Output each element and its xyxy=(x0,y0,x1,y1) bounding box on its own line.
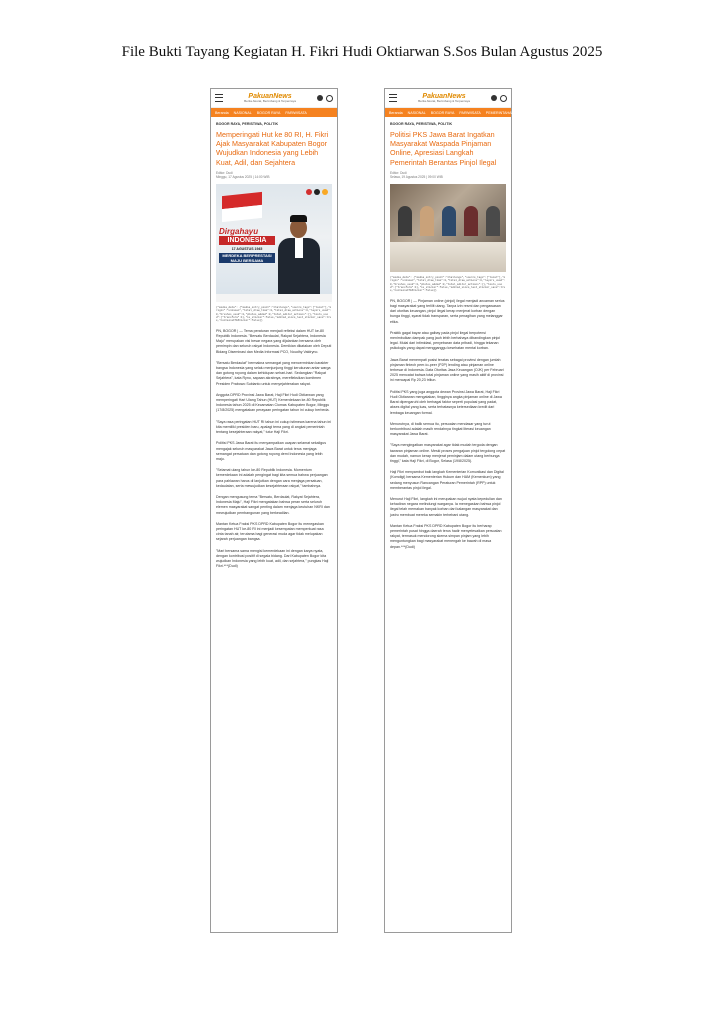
article-paragraph: Menurut Haji Fikri, langkah ini merupakan wujud nyata kepedulian dan kehadiran negara melindungi warganya. Ia menegaskan bahwa pinjol ilegal telah memakan banyak korban dari kalangan masyarakat dan justru membuat mereka semakin terbebani utang. xyxy=(390,496,502,517)
article-paragraph: Menurutnya, di balik semua itu, persoalan mendasar yang turut berkontribusi adalah masih rendahnya tingkat literasi keuangan masyarakat Jawa Barat. xyxy=(390,421,491,437)
article-paragraph: Mantan Ketua Fraksi PKS DPRD Kabupaten Bogor itu menegaskan peringatan HUT ke-80 RI ini menjadi kesempatan memperkuat rasa cinta tanah air, terutama bagi generasi muda agar tidak melupakan sejarah perjuangan bangsa. xyxy=(216,521,324,542)
person-figure xyxy=(278,218,320,296)
poster-dirgahayu: Dirgahayu xyxy=(219,226,259,236)
screenshot-article-1 xyxy=(210,88,338,933)
article-image xyxy=(216,184,332,302)
guest-figure xyxy=(442,206,456,236)
article-date: Minggu, 17 Agustus 2025 | 14:00 WIB xyxy=(216,175,270,180)
article-body xyxy=(390,299,506,550)
nav-bar xyxy=(211,108,337,117)
article-paragraph: "Mari bersama sama mengisi kemerdekaan ini dengan karya nyata, dengan kontribusi positif di segala bidang. Dari Kabupaten Bogor kita wujudkan Indonesia yang lebih kuat, adil, dan sejahtera," pungkas Haji Fikri.***(Dudi) xyxy=(216,548,329,569)
poster-theme: MERDEKA BERPRESTASI MAJU BERSAMA xyxy=(219,253,275,263)
article-headline: Politisi PKS Jawa Barat Ingatkan Masyarakat Waspada Pinjaman Online, Apresiasi Langkah Pemerintah Berantas Pinjol Ilegal xyxy=(390,130,497,167)
meeting-table xyxy=(390,242,506,272)
site-logo[interactable]: PakuanNews Berita Akurat, Berimbang & Terpercaya xyxy=(418,93,470,103)
article-category[interactable]: BOGOR RAYA, PERISTIWA, POLITIK xyxy=(390,122,453,126)
article-paragraph: Dengan mengusung tema "Bersatu, Berdaulat, Rakyat Sejahtera, Indonesia Maju", Haji Fikri mengatakan bahwa peran serta seluruh elemen masyarakat sangat penting dalam menjaga keutuhan NKRI dan mewujudkan pembangunan yang berkeadilan. xyxy=(216,494,330,515)
article-paragraph: Jawa Barat menempati posisi teratas sebagai provinsi dengan jumlah pinjaman fintech peer-to-peer (P2P) lending atau pinjaman online terbesar di Indonesia. Data Otoritas Jasa Keuangan (OJK) per Februari 2025 mencatat bahwa total pinjaman online yang masih aktif di provinsi ini mencapai Rp 20,23 triliun. xyxy=(390,357,504,383)
article-paragraph: PN, BOGOR | — Tema peraturan menjadi refleksi dalam HUT ke-80 Republik Indonesia. "Bersatu Berdaulat, Rakyat Sejahtera, Indonesia Maju" merupakan visi besar negara yang dijalankan bersama oleh pemimpin dan seluruh rakyat Indonesia. Demikian dikatakan oleh Deputi Bidang Diseminasi dan Media Informasi PCO, Noudhy Valdryno. xyxy=(216,328,332,354)
guest-figure xyxy=(486,206,500,236)
article-body xyxy=(216,329,332,570)
nav-item[interactable]: BOGOR RAYA xyxy=(256,110,281,115)
screenshot-article-2 xyxy=(384,88,515,933)
nav-item[interactable]: NASIONAL xyxy=(407,110,426,115)
nav-item[interactable]: Beranda xyxy=(389,110,403,115)
nav-item[interactable]: PARIWISATA xyxy=(459,110,481,115)
media-data-code: {"media_data": {"media_entry_point":"challenge","source_tags":["local"],"origin":"unknown","total_draw_time":0,"total_draw_actions":0,"layers_used":0,"brushes_used":0,"photos_added":0,"total_editor_actions":{},"tools_used":{"transform":1},"is_sticker":false,"edited_since_last_sticker_save":true,"containsFTESticker":false}} xyxy=(216,305,332,323)
site-logo[interactable]: PakuanNews Berita Akurat, Berimbang & Terpercaya xyxy=(244,93,296,103)
article-paragraph: "Saya mengingatkan masyarakat agar tidak mudah tergoda dengan tawaran pinjaman online. Meski proses pengajuan pinjol tergolong cepat dan mudah, namun kerap menjerat peminjam dalam utang berbunga tinggi," kata Haji Fikri, di Bogor, Selasa (19/8/2025). xyxy=(390,443,506,463)
article-author: Editor: Dudi xyxy=(390,170,407,175)
article-paragraph: Praktik gagal bayar atau galbay pada pinjol ilegal berpotensi menimbulkan dampak yang jauh lebih berbahaya dibandingkan pinjol legal. Mulai dari intimidasi, penyebaran data pribadi, hingga tekanan psikologis yang dapat mengganggu kesehatan mental korban. xyxy=(390,330,501,351)
article-paragraph: Politisi PKS yang juga anggota dewan Provinsi Jawa Barat, Haji Fikri Hudi Oktiarwan mengatakan, tingginya angka pinjaman online di Jawa Barat dipengaruhi oleh berbagai faktor seperti populasi yang padat, akses digital yang luas, serta terbatasnya ketersediaan kredit dari lembaga keuangan formal. xyxy=(390,389,502,415)
menu-icon[interactable] xyxy=(389,94,397,102)
article-date: Selasa, 19 Agustus 2025 | 09:00 WIB xyxy=(390,175,443,180)
nav-item[interactable]: NASIONAL xyxy=(233,110,252,115)
nav-item[interactable]: Beranda xyxy=(215,110,229,115)
article-image xyxy=(390,184,506,272)
article-headline: Memperingati Hut ke 80 RI, H. Fikri Ajak Masyarakat Kabupaten Bogor Wujudkan Indonesia yang Lebih Kuat, Adil, dan Sejahtera xyxy=(216,130,329,167)
guest-figure xyxy=(398,206,412,236)
site-header xyxy=(385,89,511,108)
guest-figure xyxy=(464,206,478,236)
nav-item[interactable]: PEMERINTAHAN xyxy=(485,110,515,115)
nav-bar xyxy=(385,108,515,117)
article-author: Editor: Dudi xyxy=(216,170,233,175)
nav-item[interactable]: BOGOR RAYA xyxy=(430,110,455,115)
guest-figure xyxy=(420,206,434,236)
article-paragraph: Haji Fikri menyambut baik langkah Kementerian Komunikasi dan Digital (Komdigi) bersama Kementerian Hukum dan HAM (Kemenkum) yang sedang menyusun Rancangan Peraturan Pemerintah (RPP) untuk memberantas pinjol ilegal. xyxy=(390,470,504,490)
poster-date: 17 AGUSTUS 1945 xyxy=(231,246,263,251)
dark-mode-icon[interactable] xyxy=(317,95,323,101)
article-category[interactable]: BOGOR RAYA, PERISTIWA, POLITIK xyxy=(216,122,279,126)
social-bar xyxy=(216,294,332,302)
article-paragraph: Politisi PKS Jawa Barat itu menyampaikan ucapan selamat sekaligus mengajak seluruh masyarakat Jawa Barat untuk terus menjaga semangat persatuan dan gotong royong demi Indonesia yang lebih maju. xyxy=(216,441,327,461)
article-paragraph: PN, BOGOR | — Pinjaman online (pinjol) ilegal menjadi ancaman serius bagi masyarakat yang terlilit utang. Tanpa izin resmi dan pengawasan dari otoritas keuangan, pinjol ilegal kerap menjerat korban dengan bunga tinggi, syarat tidak transparan, serta penagihan yang melanggar etika. xyxy=(390,298,505,324)
search-icon[interactable] xyxy=(500,95,507,102)
article-paragraph: Anggota DPRD Provinsi Jawa Barat, Haji Fikri Hudi Oktiarwan yang memperingati Hari Ulang Tahun (HUT) Kemerdekaan ke-80 Republik Indonesia tahun 2025 di Kecamatan Ciomas Kabupaten Bogor, Minggu (17/8/2025) mengatakan perayaan peringatan tahun ini cukup berbeda. xyxy=(216,392,330,413)
article-paragraph: "Saya rasa peringatan HUT RI tahun ini cukup istimewa karena tahun ini kita memiliki presiden baru, apalagi tema yang di angkat pemerintah tentang kesejahteraan rakyat," tutur Haji Fikri. xyxy=(216,419,332,435)
party-logos xyxy=(306,189,328,195)
article-paragraph: "Selamat ulang tahun ke-80 Republik Indonesia. Momentum kemerdekaan ini adalah pengingat bagi kita semua bahwa perjuangan para pahlawan harus di lanjutkan dengan cara menjaga persatuan, kedaulatan, serta mewujudkan kesejahteraan rakyat," tambahnya. xyxy=(216,468,328,488)
menu-icon[interactable] xyxy=(215,94,223,102)
document-title: File Bukti Tayang Kegiatan H. Fikri Hudi Oktiarwan S.Sos Bulan Agustus 2025 xyxy=(121,44,603,60)
poster-indonesia: INDONESIA xyxy=(219,236,275,245)
search-icon[interactable] xyxy=(326,95,333,102)
article-paragraph: "Bersatu Berdaulat" bermakna semangat yang mencerminkan karakter bangsa Indonesia yang selalu menjunjung tinggi kerukunan antar warga dan gotong royong dalam kehidupan sehari-hari. Sedangkan "Rakyat Sejahtera", kata Ryno, sapaan akrabnya, merefleksikan komitmen Presiden Prabowo Subianto untuk menyejahterakan rakyat. xyxy=(216,360,331,386)
nav-item[interactable]: PARIWISATA xyxy=(285,110,307,115)
flag-graphic xyxy=(222,192,262,222)
media-data-code: {"media_data": {"media_entry_point":"challenge","source_tags":["local"],"origin":"unknown","total_draw_time":0,"total_draw_actions":0,"layers_used":0,"brushes_used":0,"photos_added":0,"total_editor_actions":{},"tools_used":{"transform":1},"is_sticker":false,"edited_since_last_sticker_save":true,"containsFTESticker":false}} xyxy=(390,275,506,293)
dark-mode-icon[interactable] xyxy=(491,95,497,101)
site-header xyxy=(211,89,337,108)
article-paragraph: Mantan Ketua Fraksi PKS DPRD Kabupaten Bogor itu berharap pemerintah pusat hingga daerah terus hadir menyelesaikan persoalan rakyat, termasuk mendorong skema simpan pinjam yang lebih menguntungkan bagi masyarakat menengah ke bawah di masa depan.***(Dudi) xyxy=(390,523,502,549)
